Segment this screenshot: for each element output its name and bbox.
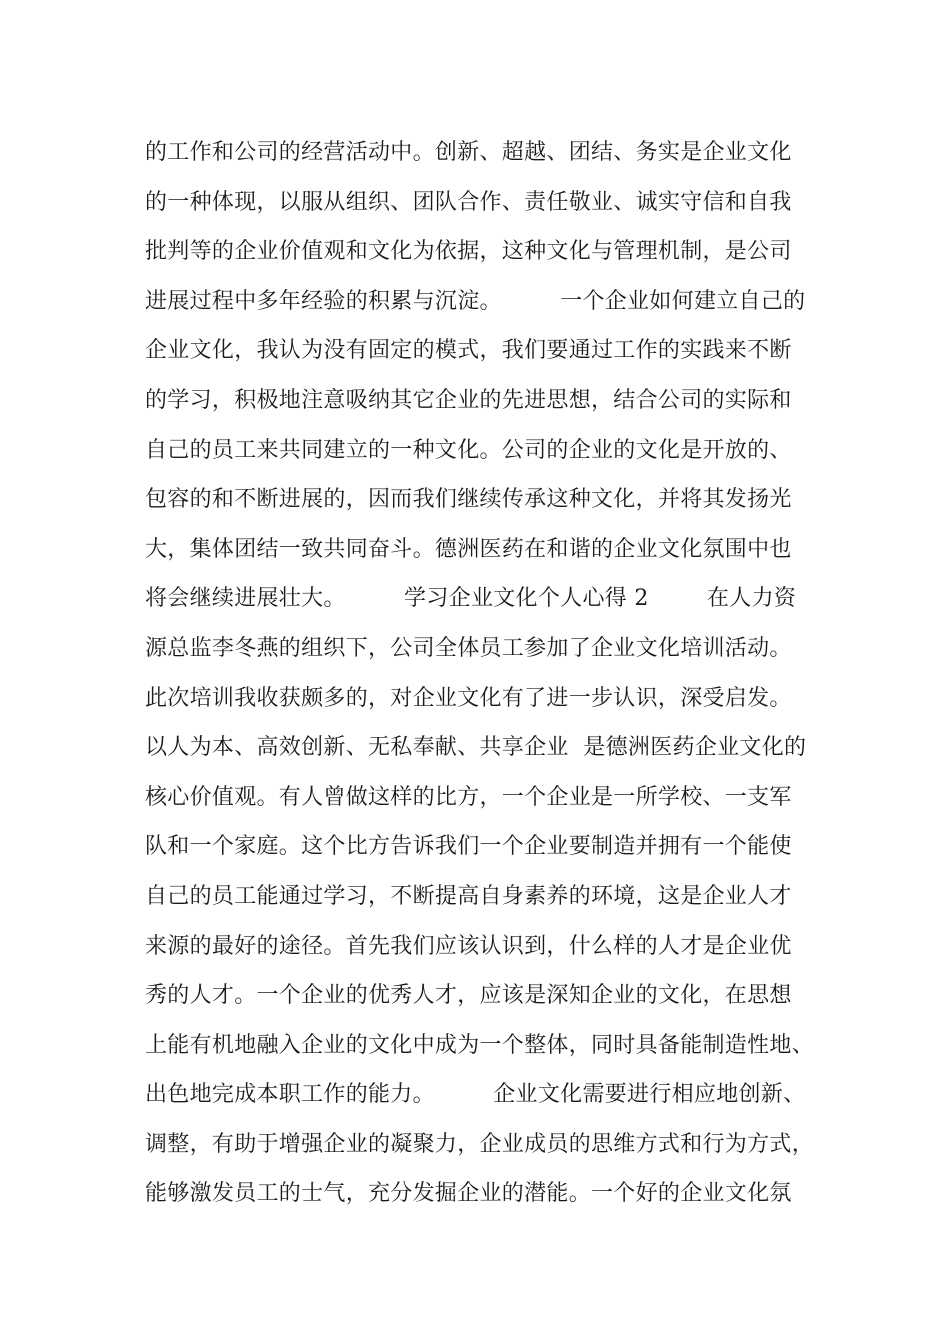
text-line-4: 进展过程中多年经验的积累与沉淀。 一个企业如何建立自己的 — [145, 288, 806, 314]
text-line-17: 来源的最好的途径。首先我们应该认识到，什么样的人才是企业优 — [145, 933, 792, 959]
text-line-13: 以人为本、高效创新、无私奉献、共享企业 是德洲医药企业文化的 — [145, 735, 807, 761]
text-line-15: 队和一个家庭。这个比方告诉我们一个企业要制造并拥有一个能使 — [145, 834, 792, 860]
text-line-20: 出色地完成本职工作的能力。 企业文化需要进行相应地创新、 — [145, 1082, 806, 1108]
text-line-22: 能够激发员工的士气，充分发掘企业的潜能。一个好的企业文化氛 — [145, 1181, 792, 1207]
body-text — [145, 128, 835, 1219]
text-line-6: 的学习，积极地注意吸纳其它企业的先进思想，结合公司的实际和 — [145, 387, 792, 413]
text-line-5: 企业文化，我认为没有固定的模式，我们要通过工作的实践来不断 — [145, 338, 792, 364]
text-line-11: 源总监李冬燕的组织下，公司全体员工参加了企业文化培训活动。 — [145, 635, 792, 661]
text-line-8: 包容的和不断进展的，因而我们继续传承这种文化，并将其发扬光 — [145, 487, 792, 513]
text-line-21: 调整，有助于增强企业的凝聚力，企业成员的思维方式和行为方式， — [145, 1131, 815, 1157]
text-line-2: 的一种体现，以服从组织、团队合作、责任敬业、诚实守信和自我 — [145, 189, 792, 215]
text-line-3: 批判等的企业价值观和文化为依据，这种文化与管理机制，是公司 — [145, 239, 792, 265]
text-line-19: 上能有机地融入企业的文化中成为一个整体，同时具备能制造性地、 — [145, 1032, 815, 1058]
text-line-9: 大，集体团结一致共同奋斗。德洲医药在和谐的企业文化氛围中也 — [145, 536, 792, 562]
text-line-7: 自己的员工来共同建立的一种文化。公司的企业的文化是开放的、 — [145, 437, 792, 463]
text-line-10: 将会继续进展壮大。 学习企业文化个人心得 2 在人力资 — [145, 586, 797, 612]
text-line-16: 自己的员工能通过学习，不断提高自身素养的环境，这是企业人才 — [145, 883, 792, 909]
text-line-1: 的工作和公司的经营活动中。创新、超越、团结、务实是企业文化 — [145, 140, 792, 165]
text-line-12: 此次培训我收获颇多的，对企业文化有了进一步认识，深受启发。 — [145, 685, 792, 711]
text-line-18: 秀的人才。一个企业的优秀人才，应该是深知企业的文化，在思想 — [145, 983, 792, 1009]
text-line-14: 核心价值观。有人曾做这样的比方，一个企业是一所学校、一支军 — [145, 784, 792, 810]
